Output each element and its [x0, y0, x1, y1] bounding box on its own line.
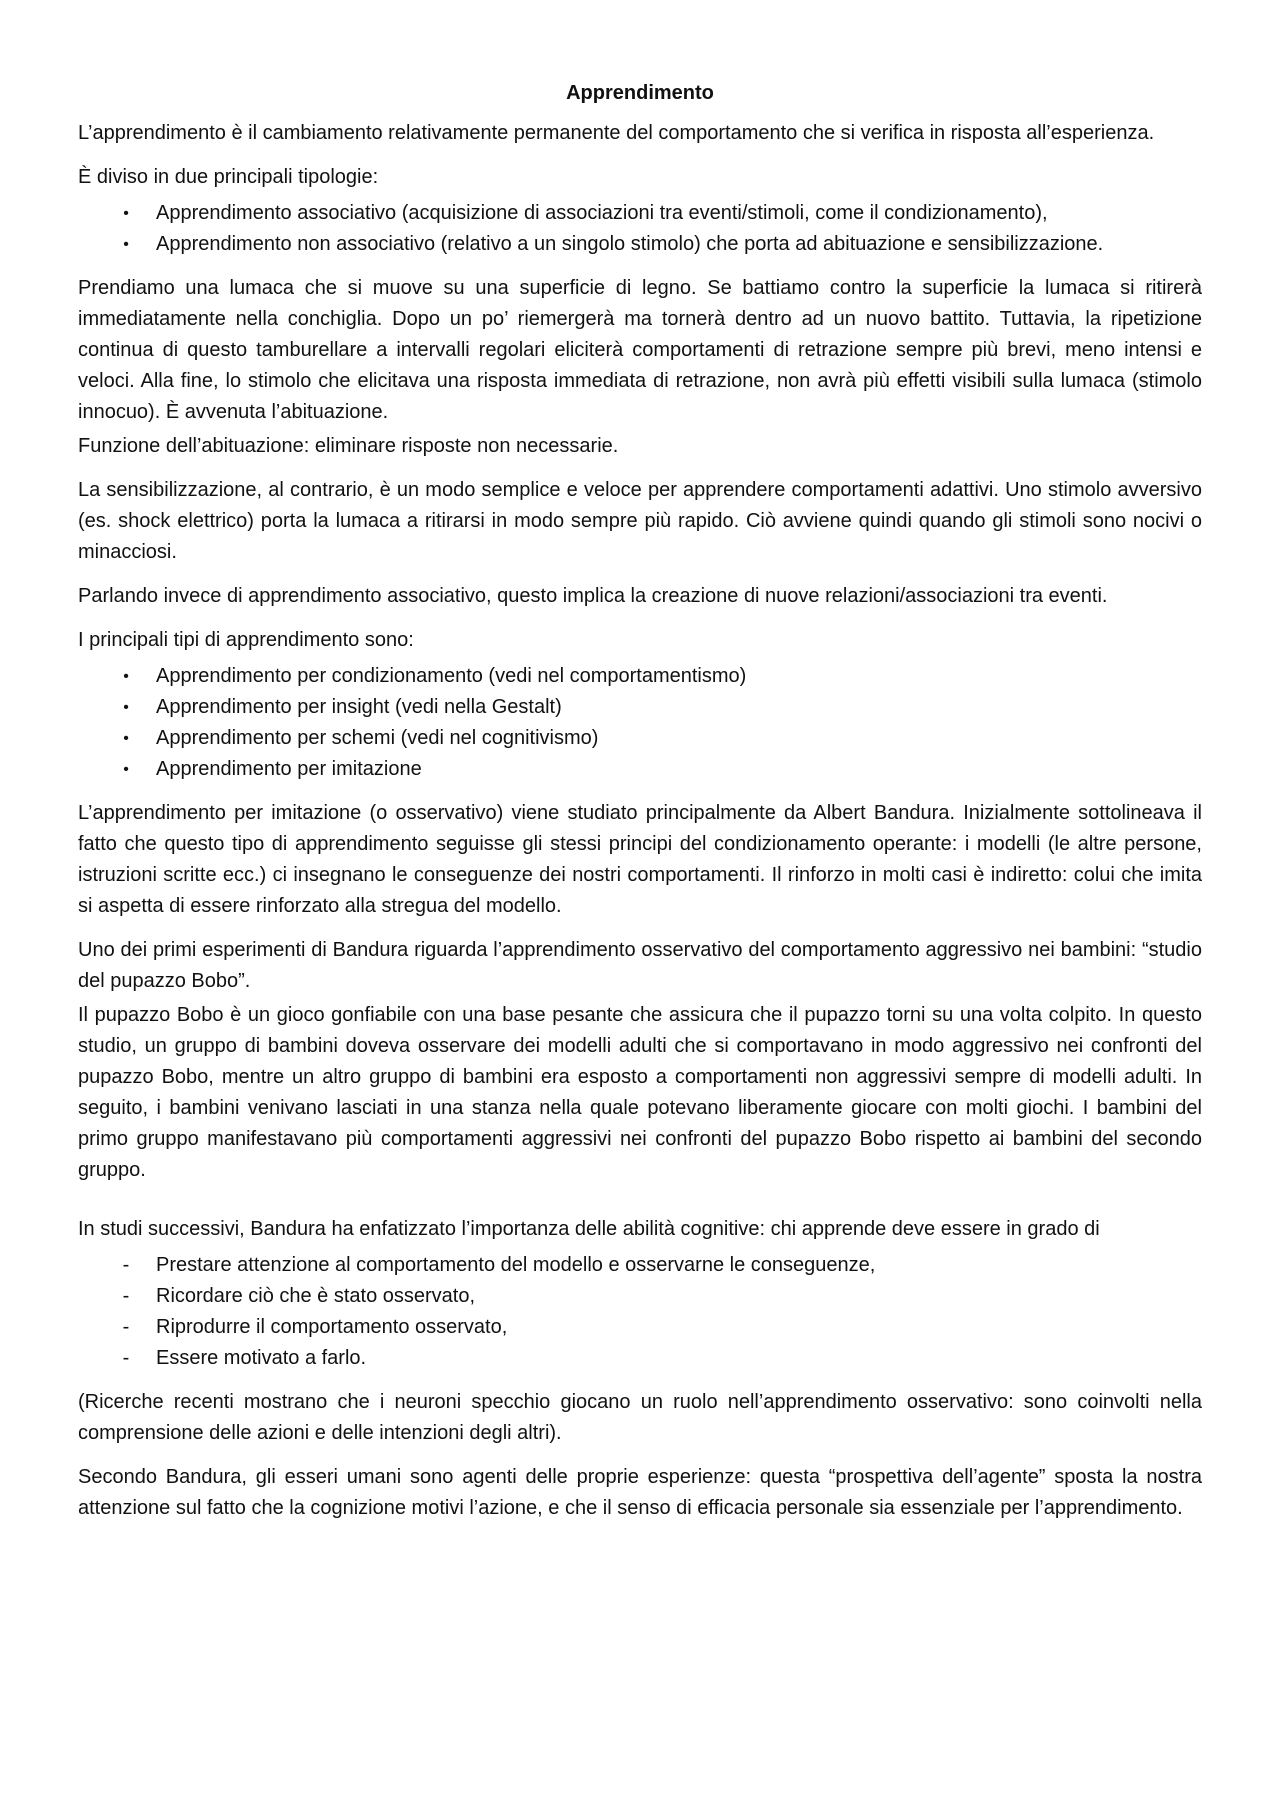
associative-paragraph: Parlando invece di apprendimento associativo, questo implica la creazione di nuove relazioni/associazioni tra eventi. — [78, 585, 1108, 607]
learning-types-list — [78, 198, 1202, 260]
dash-icon: - — [122, 1254, 130, 1276]
main-types-list — [78, 661, 1202, 785]
abilities-list — [78, 1250, 1202, 1374]
mirror-neurons-paragraph: (Ricerche recenti mostrano che i neuroni specchio giocano un ruolo nell’apprendimento osservativo: sono coinvolti nella comprensione delle azioni e delle intenzioni degli altri). — [78, 1391, 1202, 1444]
snail-paragraph: Prendiamo una lumaca che si muove su una superficie di legno. Se battiamo contro la superficie la lumaca si ritirerà immediatamente nella conchiglia. Dopo un po’ riemergerà ma tornerà dentro ad un nuovo battito. Tuttavia, la ripetizione continua di questo tamburellare a intervalli regolari eliciterà comportamenti di retrazione sempre più brevi, meno intensi e veloci. Alla fine, lo stimolo che elicitava una risposta immediata di retrazione, non avrà più effetti visibili sulla lumaca (stimolo innocuo). È avvenuta l’abituazione. — [78, 277, 1202, 423]
list-item-text: Apprendimento per insight (vedi nella Gestalt) — [156, 696, 562, 718]
sensitization-paragraph: La sensibilizzazione, al contrario, è un modo semplice e veloce per apprendere comportamenti adattivi. Uno stimolo avversivo (es. shock elettrico) porta la lumaca a ritirarsi in modo sempre più rapido. Ciò avviene quindi quando gli stimoli sono nocivi o minacciosi. — [78, 479, 1202, 563]
list-item — [78, 661, 1202, 692]
list-item-text: Riprodurre il comportamento osservato, — [156, 1316, 508, 1338]
list-item-text: Apprendimento per condizionamento (vedi nel comportamentismo) — [156, 665, 747, 687]
definition-paragraph: L’apprendimento è il cambiamento relativamente permanente del comportamento che si verifica in risposta all’esperienza. — [78, 122, 1155, 144]
bullet-icon: • — [123, 236, 129, 253]
document-title: Apprendimento — [566, 82, 714, 104]
main-types-intro: I principali tipi di apprendimento sono: — [78, 629, 414, 651]
habituation-function: Funzione dell’abituazione: eliminare risposte non necessarie. — [78, 435, 619, 457]
list-item — [78, 229, 1202, 260]
bobo-paragraph: Il pupazzo Bobo è un gioco gonfiabile con una base pesante che assicura che il pupazzo torni su una volta colpito. In questo studio, un gruppo di bambini doveva osservare dei modelli adulti che si comportavano in modo aggressivo nei confronti del pupazzo Bobo, mentre un altro gruppo di bambini era esposto a comportamenti non aggressivi sempre di modelli adulti. In seguito, i bambini venivano lasciati in una stanza nella quale potevano liberamente giocare con molti giochi. I bambini del primo gruppo manifestavano più comportamenti aggressivi nei confronti del pupazzo Bobo rispetto ai bambini del secondo gruppo. — [78, 1004, 1202, 1181]
list-item-text: Ricordare ciò che è stato osservato, — [156, 1285, 476, 1307]
list-item-text: Apprendimento non associativo (relativo a un singolo stimolo) che porta ad abituazione e sensibilizzazione. — [156, 233, 1104, 255]
bullet-icon: • — [123, 205, 129, 222]
imitation-paragraph: L’apprendimento per imitazione (o osservativo) viene studiato principalmente da Albert Bandura. Inizialmente sottolineava il fatto che questo tipo di apprendimento seguisse gli stessi principi del condizionamento operante: i modelli (le altre persone, istruzioni scritte ecc.) ci insegnano le conseguenze dei nostri comportamenti. Il rinforzo in molti casi è indiretto: colui che imita si aspetta di essere rinforzato alla stregua del modello. — [78, 802, 1202, 917]
list-item-text: Essere motivato a farlo. — [156, 1347, 367, 1369]
document-page — [78, 78, 1202, 1537]
agent-paragraph: Secondo Bandura, gli esseri umani sono agenti delle proprie esperienze: questa “prospettiva dell’agente” sposta la nostra attenzione sul fatto che la cognizione motivi l’azione, e che il senso di efficacia personale sia essenziale per l’apprendimento. — [78, 1466, 1202, 1519]
list-item — [78, 1312, 1202, 1343]
dash-icon: - — [122, 1285, 130, 1307]
dash-icon: - — [122, 1316, 130, 1338]
list-item-text: Prestare attenzione al comportamento del modello e osservarne le conseguenze, — [156, 1254, 876, 1276]
list-item — [78, 1343, 1202, 1374]
list-item — [78, 1250, 1202, 1281]
bullet-icon: • — [123, 699, 129, 716]
list-item-text: Apprendimento per schemi (vedi nel cognitivismo) — [156, 727, 599, 749]
list-item — [78, 1281, 1202, 1312]
list-item-text: Apprendimento per imitazione — [156, 758, 422, 780]
types-intro: È diviso in due principali tipologie: — [78, 166, 379, 188]
list-item — [78, 723, 1202, 754]
bullet-icon: • — [123, 761, 129, 778]
list-item — [78, 692, 1202, 723]
bullet-icon: • — [123, 668, 129, 685]
bobo-intro: Uno dei primi esperimenti di Bandura riguarda l’apprendimento osservativo del comportamento aggressivo nei bambini: “studio del pupazzo Bobo”. — [78, 939, 1202, 992]
later-studies-intro: In studi successivi, Bandura ha enfatizzato l’importanza delle abilità cognitive: chi apprende deve essere in grado di — [78, 1218, 1100, 1240]
dash-icon: - — [122, 1347, 130, 1369]
list-item — [78, 754, 1202, 785]
bullet-icon: • — [123, 730, 129, 747]
list-item — [78, 198, 1202, 229]
list-item-text: Apprendimento associativo (acquisizione di associazioni tra eventi/stimoli, come il condizionamento), — [156, 202, 1048, 224]
